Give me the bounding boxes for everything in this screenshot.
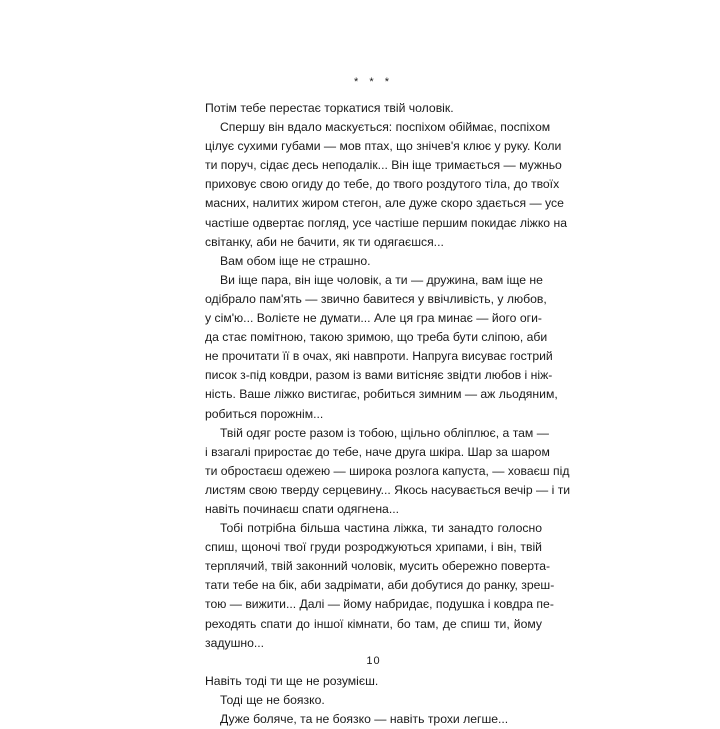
text-line: Тобі потрібна більша частина ліжка, ти занадто голосно (220, 521, 542, 536)
text-line: Вам обом іще не страшно. (220, 253, 371, 268)
text-line: світанку, аби не бачити, як ти одягаєшся... (205, 234, 444, 249)
text-line: писок з-під ковдри, разом із вами витісняє звідти любов і ніж- (205, 368, 553, 383)
text-line: частіше одвертає погляд, усе частіше першим покидає ліжко на (205, 215, 567, 230)
text-line: і взагалі приростає до тебе, наче друга шкіра. Шар за шаром (205, 444, 550, 459)
text-line: не прочитати її в очах, які навпроти. Напруга висуває гострий (205, 349, 553, 364)
text-line: у сім'ю... Волієте не думати... Але ця гра минає — його оги- (205, 311, 542, 326)
text-line: ти поруч, сідає десь неподалік... Він іще тримається — мужньо (205, 158, 562, 173)
text-line: тою — вижити... Далі — йому набридає, подушка і ковдра пе- (205, 597, 554, 612)
text-line: Спершу він вдало маскується: поспіхом обіймає, поспіхом (220, 120, 551, 135)
text-line: тати тебе на бік, аби задрімати, аби добутися до ранку, зреш- (205, 578, 555, 593)
text-line: Твій одяг росте разом із тобою, щільно обліплює, а там — (220, 425, 549, 440)
text-line: масних, налитих жиром стегон, але дуже скоро здається — усе (205, 196, 564, 211)
text-line: реходять спати до іншої кімнати, бо там, де спиш ти, йому (205, 616, 542, 631)
text-line: спиш, щоночі твої груди розроджуються хрипами, і він, твій (205, 540, 542, 555)
text-line: робиться порожнім... (205, 406, 324, 421)
text-line: одібрало пам'ять — звично бавитеся у ввічливість, у любов, (205, 291, 547, 306)
text-line: задушно... (205, 635, 265, 650)
text-line: ти обростаєш одежею — широка розлога капуста, — ховаєш під (205, 463, 570, 478)
text-line: Ви іще пара, він іще чоловік, а ти — дружина, вам іще не (220, 272, 543, 287)
page-number: 10 (366, 655, 381, 667)
text-line: приховує свою огиду до тебе, до твого роздутого тіла, до твоїх (205, 177, 560, 192)
body-text (205, 99, 571, 729)
text-line: терплячий, твій законний чоловік, мусить обережно поверта- (205, 559, 551, 574)
text-line: Потім тебе перестає торкатися твій чоловік. (205, 101, 454, 115)
text-line: ність. Ваше ліжко вистигає, робиться зимним — аж льодяним, (205, 387, 558, 402)
text-line: навіть починаєш спати одягнена... (205, 501, 399, 516)
text-line: Дуже боляче, та не боязко — навіть трохи легше... (220, 711, 509, 726)
text-line: да стає помітною, такою зримою, що треба бути сліпою, аби (205, 330, 548, 345)
text-line: Навіть тоді ти ще не розумієш. (205, 673, 379, 688)
section-separator: * * * (354, 76, 393, 88)
text-line: Тоді ще не боязко. (220, 692, 325, 707)
text-line: листям свою тверду серцевину... Якось насувається вечір — і ти (205, 482, 571, 497)
text-line: цілує сухими губами — мов птах, що знічев'я клює у руку. Коли (205, 139, 562, 154)
